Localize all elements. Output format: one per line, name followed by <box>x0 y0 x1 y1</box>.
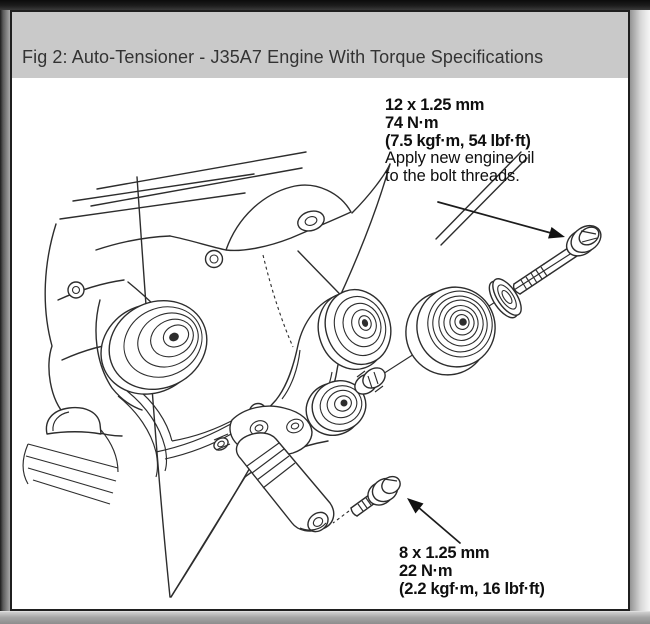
window-left-edge <box>0 10 10 623</box>
upper-bolt-spec-callout <box>385 97 534 186</box>
instruction-line: Apply new engine oil <box>385 149 535 168</box>
instruction-line: to the bolt threads. <box>385 167 520 186</box>
figure-header <box>12 12 628 78</box>
page-shadow <box>630 10 650 623</box>
window-bottom-edge <box>0 611 650 624</box>
spec-line: (7.5 kgf·m, 54 lbf·ft) <box>385 131 531 150</box>
spec-line: 22 N·m <box>399 561 453 580</box>
figure-title: Fig 2: Auto-Tensioner - J35A7 Engine With Torque Specifications <box>22 47 544 67</box>
spec-line: (2.2 kgf·m, 16 lbf·ft) <box>399 579 545 598</box>
spec-line: 74 N·m <box>385 113 439 132</box>
figure-page <box>10 10 630 611</box>
spec-line: 8 x 1.25 mm <box>399 544 490 562</box>
lower-bolt-spec-callout <box>399 545 545 598</box>
spec-line: 12 x 1.25 mm <box>385 96 485 114</box>
window-top-edge <box>0 0 650 10</box>
